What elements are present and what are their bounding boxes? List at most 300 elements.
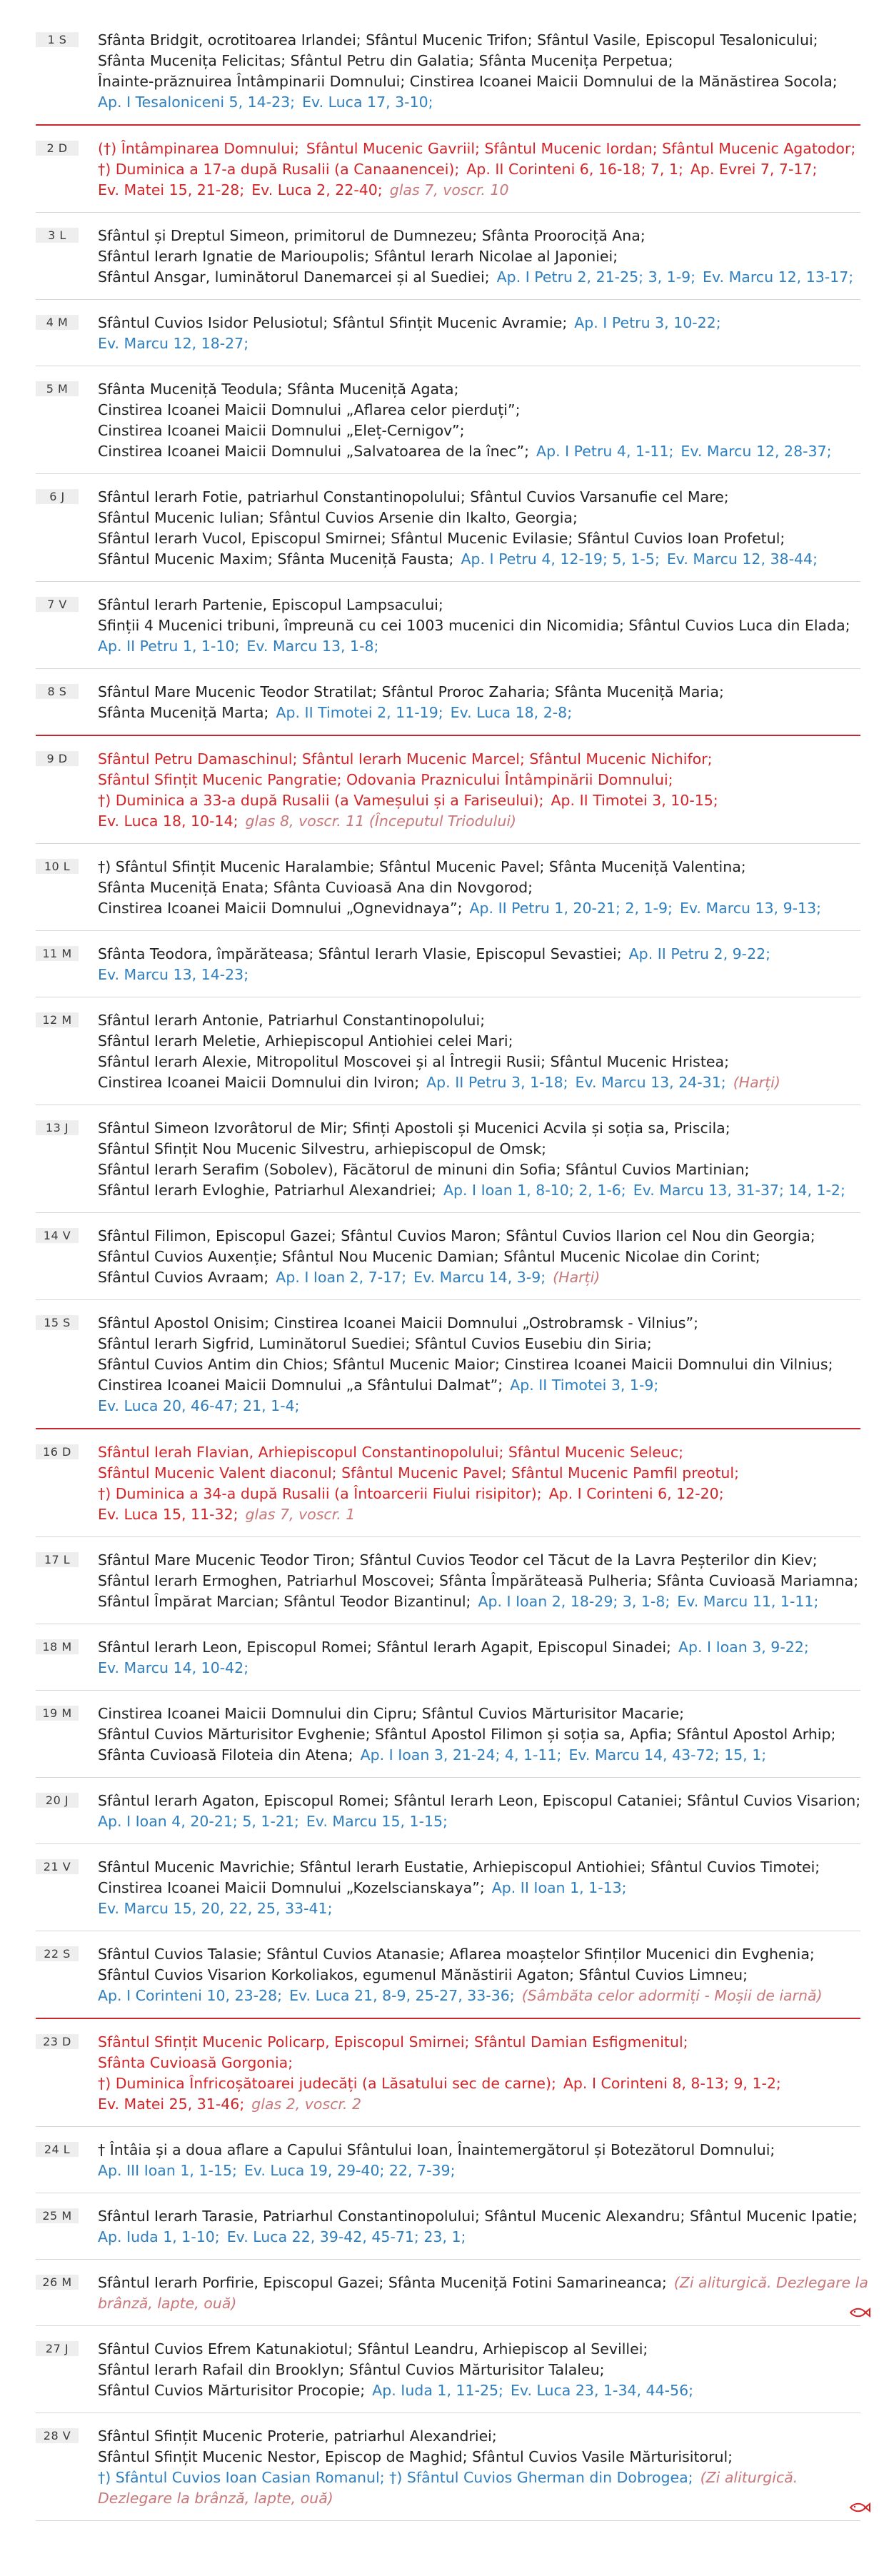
- scripture-reading-link[interactable]: Ev. Marcu 13, 14-23;: [98, 966, 249, 983]
- day-badge: 20 J: [36, 1793, 79, 1808]
- day-entries: [98, 379, 860, 462]
- entry-line: [98, 71, 860, 92]
- entry-line: [98, 2206, 860, 2227]
- day-badge: 4 M: [36, 315, 79, 330]
- day-entries: [98, 1313, 860, 1417]
- entry-line: [98, 811, 860, 832]
- feast-text: Sfântul Ierarh Evloghie, Patriarhul Alexandriei;: [98, 1182, 436, 1199]
- entry-line: [98, 313, 860, 333]
- feast-text: Sfântul Ierarh Rafail din Brooklyn; Sfântul Cuvios Mărturisitor Talaleu;: [98, 2361, 605, 2378]
- feast-text: Sfântul Simeon Izvorâtorul de Mir; Sfinți Apostoli și Mucenici Acvila și soția sa, Priscila;: [98, 1120, 730, 1137]
- scripture-reading-link[interactable]: Ev. Luca 20, 46-47; 21, 1-4;: [98, 1397, 300, 1414]
- entry-line: [98, 2488, 860, 2509]
- entry-line: [98, 226, 860, 246]
- scripture-reading-link[interactable]: Ev. Marcu 14, 10-42;: [98, 1659, 249, 1676]
- scripture-reading-link[interactable]: Ev. Luca 19, 29-40; 22, 7-39;: [243, 2162, 456, 2179]
- entry-line: [98, 898, 860, 919]
- feast-text: (†) Întâmpinarea Domnului;: [98, 140, 299, 157]
- scripture-reading-link[interactable]: Ap. I Ioan 3, 21-24; 4, 1-11;: [360, 1746, 562, 1764]
- day-entries: [98, 2426, 860, 2509]
- day-badge: 28 V: [36, 2428, 79, 2443]
- feast-text: Sfântul Ierarh Ermoghen, Patriarhul Moscovei; Sfânta Împărăteasă Pulheria; Sfânta Cuvioasă Mariamna;: [98, 1572, 859, 1589]
- feast-text: Sfânta Muceniță Marta;: [98, 704, 269, 721]
- feast-text: Sfânta Muceniță Enata; Sfânta Cuvioasă Ana din Novgorod;: [98, 879, 533, 896]
- entry-line: [98, 441, 860, 462]
- day-badge: 9 D: [36, 751, 79, 766]
- day-entries: [98, 1704, 860, 1766]
- day-entries: [98, 2032, 860, 2115]
- entry-line: [98, 1313, 860, 1334]
- day-row-14v: [36, 1213, 860, 1300]
- feast-text: Sfântul Petru Damaschinul; Sfântul Ierarh Mucenic Marcel; Sfântul Mucenic Nichifor;: [98, 750, 713, 768]
- day-badge: 21 V: [36, 1859, 79, 1874]
- feast-text: Sfântul Ierarh Meletie, Arhiepiscopul Antiohiei celei Mari;: [98, 1032, 513, 1050]
- scripture-reading-link[interactable]: Ap. II Timotei 3, 10-15;: [551, 792, 718, 809]
- day-badge: 7 V: [36, 597, 79, 612]
- entry-line: [98, 2447, 860, 2467]
- day-entries: [98, 2206, 860, 2248]
- entry-line: [98, 944, 860, 965]
- feast-text: Sfântul Mare Mucenic Teodor Stratilat; Sfântul Proroc Zaharia; Sfânta Muceniță Maria;: [98, 683, 724, 700]
- day-entries: [98, 1118, 860, 1201]
- day-row-7v: [36, 582, 860, 669]
- entry-line: [98, 508, 860, 528]
- entry-line: [98, 770, 860, 790]
- entry-line: [98, 615, 860, 636]
- day-badge: 17 L: [36, 1552, 79, 1567]
- entry-line: [98, 1658, 860, 1679]
- scripture-reading-link[interactable]: Ev. Marcu 13, 1-8;: [246, 638, 379, 655]
- feast-text: †) Duminica a 33-a după Rusalii (a Vameșului și a Fariseului);: [98, 792, 544, 809]
- scripture-reading-link[interactable]: Ap. I Corinteni 6, 12-20;: [548, 1485, 724, 1502]
- entry-line: [98, 1334, 860, 1354]
- feast-text: Sfântul Cuvios Talasie; Sfântul Cuvios Atanasie; Aflarea moaștelor Sfinților Mucenici din Evghenia;: [98, 1946, 815, 1963]
- day-row-6j: [36, 474, 860, 582]
- scripture-reading-link[interactable]: Ap. II Petru 3, 1-18;: [426, 1074, 568, 1091]
- scripture-reading-link[interactable]: Ev. Marcu 13, 31-37; 14, 1-2;: [633, 1182, 845, 1199]
- scripture-reading-link[interactable]: Ap. Iuda 1, 11-25;: [372, 2382, 503, 2399]
- entry-line: [98, 1010, 860, 1031]
- day-row-3l: [36, 213, 860, 300]
- liturgical-note: Dezlegare la brânză, lapte, ouă): [98, 2490, 333, 2507]
- entry-line: [98, 1704, 860, 1724]
- entry-line: [98, 2380, 860, 2401]
- feast-text: Sfântul Ierarh Vucol, Episcopul Smirnei; Sfântul Mucenic Evilasie; Sfântul Cuvios Ioan Profetul;: [98, 530, 785, 547]
- entry-line: [98, 1463, 860, 1484]
- entry-line: [98, 2360, 860, 2380]
- scripture-reading-link[interactable]: Ap. I Ioan 4, 20-21; 5, 1-21;: [98, 1813, 299, 1830]
- day-row-27j: [36, 2326, 860, 2413]
- day-row-24l: [36, 2127, 860, 2193]
- day-row-21v: [36, 1844, 860, 1931]
- liturgical-note: (Sâmbăta celor adormiți - Moșii de iarnă): [521, 1987, 823, 2004]
- entry-line: [98, 790, 860, 811]
- entry-line: [98, 180, 860, 201]
- liturgical-note: (Zi aliturgică. Dezlegare la: [673, 2274, 868, 2291]
- feast-text: Sfântul Sfințit Nou Mucenic Silvestru, arhiepiscopul de Omsk;: [98, 1140, 547, 1157]
- entry-line: [98, 1637, 860, 1658]
- scripture-reading-link[interactable]: Ev. Marcu 12, 18-27;: [98, 335, 249, 352]
- liturgical-note: (Harți): [733, 1074, 780, 1091]
- entry-line: [98, 246, 860, 267]
- day-badge: 8 S: [36, 684, 79, 699]
- scripture-reading-link[interactable]: Ev. Luca 2, 22-40;: [251, 181, 383, 198]
- day-badge: 2 D: [36, 141, 79, 156]
- liturgical-note: (Harți): [553, 1269, 601, 1286]
- day-row-13j: [36, 1105, 860, 1213]
- feast-text: Sfântul Ierarh Partenie, Episcopul Lampsacului;: [98, 596, 443, 613]
- day-entries: [98, 487, 860, 570]
- entry-line: [98, 2293, 868, 2314]
- feast-text: Sfântul Ierarh Leon, Episcopul Romei; Sfântul Ierarh Agapit, Episcopul Sinadei;: [98, 1639, 671, 1656]
- day-badge: 16 D: [36, 1444, 79, 1459]
- scripture-reading-link[interactable]: Ev. Luca 17, 3-10;: [302, 94, 433, 111]
- day-badge: 22 S: [36, 1946, 79, 1961]
- feast-text: Cinstirea Icoanei Maicii Domnului „a Sfântului Dalmat”;: [98, 1377, 503, 1394]
- liturgical-note: glas 7, voscr. 1: [245, 1506, 356, 1523]
- entry-line: [98, 1745, 860, 1766]
- day-entries: [98, 1226, 860, 1288]
- day-row-1s: [36, 13, 860, 125]
- day-entries: [98, 30, 860, 113]
- day-entries: [98, 1944, 860, 2006]
- scripture-reading-link[interactable]: Ev. Marcu 14, 43-72; 15, 1;: [568, 1746, 767, 1764]
- feast-text: Sfântul Ierarh Ignatie de Marioupolis; Sfântul Ierarh Nicolae al Japoniei;: [98, 248, 618, 265]
- entry-line: [98, 159, 860, 180]
- feast-text: Sfântul Cuvios Avraam;: [98, 1269, 269, 1286]
- day-row-10l: [36, 844, 860, 931]
- entry-line: [98, 1052, 860, 1072]
- day-entries: [98, 1442, 860, 1525]
- entry-line: [98, 1724, 860, 1745]
- scripture-reading-link[interactable]: Ev. Marcu 13, 24-31;: [575, 1074, 726, 1091]
- entry-line: [98, 2426, 860, 2447]
- liturgical-note: (Zi aliturgică.: [700, 2469, 798, 2486]
- feast-text: Sfântul Ansgar, luminătorul Danemarcei și al Suediei;: [98, 268, 490, 286]
- day-row-9d: [36, 735, 860, 844]
- scripture-reading-link[interactable]: Ap. Evrei 7, 7-17;: [690, 161, 818, 178]
- feast-text: Sfântul Ierarh Fotie, patriarhul Constantinopolului; Sfântul Cuvios Varsanufie cel Mare;: [98, 488, 729, 505]
- feast-text: Cinstirea Icoanei Maicii Domnului din Cipru; Sfântul Cuvios Mărturisitor Macarie;: [98, 1705, 685, 1722]
- feast-text: Înainte-prăznuirea Întâmpinarii Domnului; Cinstirea Icoanei Maicii Domnului de la Mănăstirea Socola;: [98, 73, 838, 90]
- day-row-17l: [36, 1537, 860, 1624]
- feast-text: Sfântul Împărat Marcian; Sfântul Teodor Bizantinul;: [98, 1593, 471, 1610]
- feast-text: Cinstirea Icoanei Maicii Domnului „Kozelscianskaya”;: [98, 1879, 485, 1896]
- entry-line: [98, 1031, 860, 1052]
- entry-line: [98, 2160, 860, 2181]
- entry-line: [98, 421, 860, 441]
- day-entries: [98, 682, 860, 723]
- entry-line: [98, 549, 860, 570]
- entry-line: [98, 1226, 860, 1247]
- day-row-18m: [36, 1624, 860, 1691]
- feast-text: Sfântul Cuvios Efrem Katunakiotul; Sfântul Leandru, Arhiepiscop al Sevillei;: [98, 2340, 648, 2358]
- scripture-reading-link[interactable]: Ap. I Tesaloniceni 5, 14-23;: [98, 94, 296, 111]
- day-badge: 11 M: [36, 946, 79, 961]
- scripture-reading-link[interactable]: Ap. I Petru 2, 21-25; 3, 1-9;: [496, 268, 696, 286]
- day-badge: 14 V: [36, 1228, 79, 1243]
- entry-line: [98, 2273, 868, 2293]
- feast-text: Sfântul Sfințit Mucenic Policarp, Episcopul Smirnei; Sfântul Damian Esfigmenitul;: [98, 2033, 688, 2051]
- entry-line: [98, 51, 860, 71]
- day-badge: 26 M: [36, 2275, 79, 2290]
- entry-line: [98, 703, 860, 723]
- entry-line: [98, 1139, 860, 1159]
- entry-line: [98, 2073, 860, 2094]
- feast-text: †) Duminica a 17-a după Rusalii (a Canaanencei);: [98, 161, 460, 178]
- feast-text: Sfântul Sfințit Mucenic Proterie, patriarhul Alexandriei;: [98, 2427, 497, 2445]
- day-row-8s: [36, 669, 860, 735]
- scripture-reading-link[interactable]: Ev. Marcu 12, 38-44;: [666, 550, 818, 568]
- feast-text: Sfântul Ierarh Tarasie, Patriarhul Constantinopolului; Sfântul Mucenic Alexandru; Sfântul Mucenic Ipatie;: [98, 2208, 858, 2225]
- entry-line: [98, 30, 860, 51]
- entry-line: [98, 2094, 860, 2115]
- day-badge: 27 J: [36, 2341, 79, 2356]
- feast-text: Sfântul Ierarh Serafim (Sobolev), Făcătorul de minuni din Sofia; Sfântul Cuvios Martinian;: [98, 1161, 750, 1178]
- feast-text: Sfântul Mucenic Valent diaconul; Sfântul Mucenic Pavel; Sfântul Mucenic Pamfil preotul;: [98, 1464, 739, 1481]
- entry-line: [98, 1504, 860, 1525]
- day-entries: [98, 1857, 860, 1919]
- entry-line: [98, 1791, 860, 1811]
- entry-line: [98, 139, 860, 159]
- entry-line: [98, 267, 860, 288]
- scripture-reading-link[interactable]: Ev. Luca 23, 1-34, 44-56;: [510, 2382, 694, 2399]
- day-row-20j: [36, 1778, 860, 1844]
- entry-line: [98, 1375, 860, 1396]
- feast-text: Sfântul Apostol Onisim; Cinstirea Icoanei Maicii Domnului „Ostrobramsk - Vilnius”;: [98, 1314, 698, 1332]
- entry-line: [98, 682, 860, 703]
- day-badge: 13 J: [36, 1120, 79, 1135]
- entry-line: [98, 2227, 860, 2248]
- entry-line: [98, 1811, 860, 1832]
- day-row-22s: [36, 1931, 860, 2018]
- feast-text: †) Duminica Înfricoșătoarei judecăți (a Lăsatului sec de carne);: [98, 2075, 556, 2092]
- day-entries: [98, 944, 860, 985]
- entry-line: [98, 333, 860, 354]
- entry-line: [98, 1944, 860, 1965]
- day-row-11m: [36, 931, 860, 997]
- feast-text: Sfântul Cuvios Auxenție; Sfântul Nou Mucenic Damian; Sfântul Mucenic Nicolae din Corint;: [98, 1248, 760, 1265]
- scripture-reading-link[interactable]: Ap. III Ioan 1, 1-15;: [98, 2162, 237, 2179]
- scripture-reading-link[interactable]: Ap. II Petru 1, 20-21; 2, 1-9;: [469, 900, 673, 917]
- feast-text: Sfântul Ierarh Antonie, Patriarhul Constantinopolului;: [98, 1012, 486, 1029]
- liturgical-note: glas 8, voscr. 11 (Începutul Triodului): [245, 812, 517, 830]
- feast-text: † Întâia și a doua aflare a Capului Sfântului Ioan, Înaintemergătorul și Botezătorul Domnului;: [98, 2141, 775, 2158]
- scripture-reading-link[interactable]: Ap. I Ioan 2, 7-17;: [276, 1269, 407, 1286]
- feast-text: Sfântul Cuvios Antim din Chios; Sfântul Mucenic Maior; Cinstirea Icoanei Maicii Domnului din Vilnius;: [98, 1356, 833, 1373]
- entry-line: [98, 92, 860, 113]
- entry-line: [98, 877, 860, 898]
- scripture-reading-link[interactable]: Ap. Iuda 1, 1-10;: [98, 2228, 220, 2245]
- day-badge: 25 M: [36, 2208, 79, 2223]
- scripture-reading-link[interactable]: Ap. I Corinteni 10, 23-28;: [98, 1987, 283, 2004]
- feast-text: Cinstirea Icoanei Maicii Domnului „Ognevidnaya”;: [98, 900, 463, 917]
- scripture-reading-link[interactable]: Ev. Marcu 13, 9-13;: [679, 900, 822, 917]
- entry-line: [98, 1986, 860, 2006]
- entry-line: [98, 749, 860, 770]
- entry-line: [98, 595, 860, 615]
- scripture-reading-link[interactable]: Ap. I Petru 4, 1-11;: [536, 443, 674, 460]
- feast-text: Cinstirea Icoanei Maicii Domnului din Iviron;: [98, 1074, 420, 1091]
- day-entries: [98, 857, 860, 919]
- day-entries: [98, 1010, 860, 1093]
- entry-line: [98, 487, 860, 508]
- day-row-25m: [36, 2193, 860, 2260]
- feast-text: Sfântul Mucenic Gavriil; Sfântul Mucenic Iordan; Sfântul Mucenic Agatodor;: [306, 140, 856, 157]
- entry-line: [98, 1396, 860, 1417]
- entry-line: [98, 1118, 860, 1139]
- day-entries: [98, 2140, 860, 2181]
- scripture-reading-link[interactable]: Ap. I Ioan 1, 8-10; 2, 1-6;: [443, 1182, 626, 1199]
- fish-icon: [849, 2502, 870, 2513]
- day-entries: [98, 749, 860, 832]
- entry-line: [98, 2467, 860, 2488]
- entry-line: [98, 1965, 860, 1986]
- entry-line: [98, 1571, 860, 1591]
- scripture-reading-link[interactable]: Ap. II Timotei 2, 11-19;: [276, 704, 443, 721]
- liturgical-note: brânză, lapte, ouă): [98, 2295, 237, 2312]
- scripture-reading-link[interactable]: Ev. Luca 15, 11-32;: [98, 1506, 238, 1523]
- scripture-reading-link[interactable]: Ev. Luca 18, 2-8;: [450, 704, 573, 721]
- feast-text: Sfântul Ierah Flavian, Arhiepiscopul Constantinopolului; Sfântul Mucenic Seleuc;: [98, 1444, 684, 1461]
- feast-text: Sfântul Cuvios Mărturisitor Procopie;: [98, 2382, 366, 2399]
- scripture-reading-link[interactable]: Ap. I Petru 3, 10-22;: [574, 314, 721, 331]
- feast-text: Sfântul Sfințit Mucenic Nestor, Episcop de Maghid; Sfântul Cuvios Vasile Mărturisitorul;: [98, 2448, 733, 2465]
- feast-text: Sfânta Mucenița Felicitas; Sfântul Petru din Galatia; Sfânta Mucenița Perpetua;: [98, 52, 673, 69]
- entry-line: [98, 857, 860, 877]
- feast-text: Cinstirea Icoanei Maicii Domnului „Eleț-Cernigov”;: [98, 422, 465, 439]
- entry-line: [98, 1591, 860, 1612]
- scripture-reading-link[interactable]: Ap. II Corinteni 6, 16-18; 7, 1;: [466, 161, 683, 178]
- feast-text: Sfântul Filimon, Episcopul Gazei; Sfântul Cuvios Maron; Sfântul Cuvios Ilarion cel Nou din Georgia;: [98, 1227, 815, 1244]
- day-badge: 6 J: [36, 489, 79, 504]
- day-badge: 3 L: [36, 228, 79, 243]
- scripture-reading-link[interactable]: Ev. Marcu 12, 13-17;: [703, 268, 854, 286]
- feast-text: †) Duminica a 34-a după Rusalii (a Întoarcerii Fiului risipitor);: [98, 1485, 542, 1502]
- scripture-reading-link[interactable]: Ev. Luca 18, 10-14;: [98, 812, 238, 830]
- entry-line: [98, 1072, 860, 1093]
- day-entries: [98, 1637, 860, 1679]
- day-row-12m: [36, 997, 860, 1105]
- feast-text: Sfinții 4 Mucenici tribuni, împreună cu cei 1003 mucenici din Nicomidia; Sfântul Cuvios Luca din Elada;: [98, 617, 850, 634]
- entry-line: [98, 1898, 860, 1919]
- day-row-16d: [36, 1428, 860, 1537]
- entry-line: [98, 1247, 860, 1267]
- scripture-reading-link[interactable]: Ev. Marcu 15, 20, 22, 25, 33-41;: [98, 1900, 333, 1917]
- entry-line: [98, 1159, 860, 1180]
- entry-line: [98, 1878, 860, 1898]
- liturgical-note: glas 7, voscr. 10: [389, 181, 509, 198]
- feast-text: Sfântul Ierarh Sigfrid, Luminătorul Suediei; Sfântul Cuvios Eusebiu din Siria;: [98, 1335, 652, 1352]
- day-badge: 18 M: [36, 1639, 79, 1654]
- feast-text: Sfântul Cuvios Visarion Korkoliakos, egumenul Mănăstirii Agaton; Sfântul Cuvios Limneu;: [98, 1966, 748, 1983]
- scripture-reading-link[interactable]: Ev. Matei 25, 31-46;: [98, 2095, 245, 2113]
- day-badge: 23 D: [36, 2034, 79, 2049]
- day-row-4m: [36, 300, 860, 366]
- scripture-reading-link[interactable]: Ap. I Ioan 3, 9-22;: [678, 1639, 809, 1656]
- scripture-reading-link[interactable]: Ap. I Petru 4, 12-19; 5, 1-5;: [461, 550, 660, 568]
- day-badge: 24 L: [36, 2142, 79, 2157]
- scripture-reading-link[interactable]: Ev. Luca 22, 39-42, 45-71; 23, 1;: [226, 2228, 466, 2245]
- entry-line: [98, 1857, 860, 1878]
- feast-text: Sfântul Mucenic Maxim; Sfânta Muceniță Fausta;: [98, 550, 454, 568]
- scripture-reading-link[interactable]: Ap. II Timotei 3, 1-9;: [510, 1377, 659, 1394]
- day-row-19m: [36, 1691, 860, 1778]
- day-badge: 15 S: [36, 1315, 79, 1330]
- day-entries: [98, 1550, 860, 1612]
- entry-line: [98, 528, 860, 549]
- entry-line: [98, 636, 860, 657]
- day-row-5m: [36, 366, 860, 474]
- scripture-reading-link[interactable]: Ap. I Corinteni 8, 8-13; 9, 1-2;: [563, 2075, 781, 2092]
- feast-text: †) Sfântul Cuvios Ioan Casian Romanul; †) Sfântul Cuvios Gherman din Dobrogea;: [98, 2469, 693, 2486]
- feast-text: Sfânta Cuvioasă Gorgonia;: [98, 2054, 293, 2071]
- scripture-reading-link[interactable]: Ev. Marcu 15, 1-15;: [306, 1813, 448, 1830]
- feast-text: Sfântul Ierarh Agaton, Episcopul Romei; Sfântul Ierarh Leon, Episcopul Cataniei; Sfântul Cuvios Visarion;: [98, 1792, 861, 1809]
- day-row-2d: [36, 124, 860, 213]
- day-entries: [98, 226, 860, 288]
- day-entries: [98, 2273, 868, 2314]
- entry-line: [98, 1484, 860, 1504]
- scripture-reading-link[interactable]: Ev. Marcu 12, 28-37;: [680, 443, 832, 460]
- day-entries: [98, 2339, 860, 2401]
- day-badge: 10 L: [36, 859, 79, 874]
- feast-text: Sfântul Mare Mucenic Teodor Tiron; Sfântul Cuvios Teodor cel Tăcut de la Lavra Peșterilor din Kiev;: [98, 1551, 818, 1569]
- feast-text: Sfântul Cuvios Isidor Pelusiotul; Sfântul Sfințit Mucenic Avramie;: [98, 314, 568, 331]
- entry-line: [98, 400, 860, 421]
- entry-line: [98, 2140, 860, 2160]
- entry-line: [98, 1550, 860, 1571]
- day-row-28v: [36, 2413, 860, 2521]
- entry-line: [98, 2339, 860, 2360]
- feast-text: Sfânta Muceniță Teodula; Sfânta Muceniță Agata;: [98, 381, 459, 398]
- entry-line: [98, 379, 860, 400]
- scripture-reading-link[interactable]: Ev. Marcu 14, 3-9;: [413, 1269, 546, 1286]
- day-row-15s: [36, 1300, 860, 1429]
- feast-text: Sfânta Bridgit, ocrotitoarea Irlandei; Sfântul Mucenic Trifon; Sfântul Vasile, Episcopul Tesalonicului;: [98, 31, 818, 49]
- feast-text: Sfântul Sfințit Mucenic Pangratie; Odovania Praznicului Întâmpinării Domnului;: [98, 771, 673, 788]
- feast-text: Sfântul Ierarh Porfirie, Episcopul Gazei; Sfânta Muceniță Fotini Samarineanca;: [98, 2274, 667, 2291]
- feast-text: Cinstirea Icoanei Maicii Domnului „Salvatoarea de la înec”;: [98, 443, 530, 460]
- scripture-reading-link[interactable]: Ap. II Ioan 1, 1-13;: [491, 1879, 627, 1896]
- feast-text: †) Sfântul Sfințit Mucenic Haralambie; Sfântul Mucenic Pavel; Sfânta Muceniță Valentina;: [98, 858, 746, 875]
- feast-text: Sfântul Mucenic Mavrichie; Sfântul Ierarh Eustatie, Arhiepiscopul Antiohiei; Sfântul Cuvios Timotei;: [98, 1858, 820, 1876]
- day-entries: [98, 1791, 860, 1832]
- scripture-reading-link[interactable]: Ap. II Petru 2, 9-22;: [628, 945, 771, 962]
- fish-icon: [849, 2307, 870, 2318]
- day-row-23d: [36, 2018, 860, 2127]
- feast-text: Sfântul și Dreptul Simeon, primitorul de Dumnezeu; Sfânta Proorociță Ana;: [98, 227, 646, 244]
- scripture-reading-link[interactable]: Ev. Matei 15, 21-28;: [98, 181, 245, 198]
- feast-text: Sfântul Cuvios Mărturisitor Evghenie; Sfântul Apostol Filimon și soția sa, Apfia; Sfântul Apostol Arhip;: [98, 1726, 836, 1743]
- entry-line: [98, 2053, 860, 2073]
- day-entries: [98, 313, 860, 354]
- scripture-reading-link[interactable]: Ap. II Petru 1, 1-10;: [98, 638, 240, 655]
- day-badge: 1 S: [36, 32, 79, 47]
- scripture-reading-link[interactable]: Ev. Marcu 11, 1-11;: [677, 1593, 819, 1610]
- entry-line: [98, 965, 860, 985]
- day-entries: [98, 595, 860, 657]
- entry-line: [98, 1267, 860, 1288]
- feast-text: Sfântul Ierarh Alexie, Mitropolitul Moscovei și al Întregii Rusii; Sfântul Mucenic Hristea;: [98, 1053, 729, 1070]
- day-row-26m: [36, 2260, 868, 2326]
- day-badge: 5 M: [36, 381, 79, 396]
- scripture-reading-link[interactable]: Ev. Luca 21, 8-9, 25-27, 33-36;: [289, 1987, 515, 2004]
- feast-text: Sfânta Cuvioasă Filoteia din Atena;: [98, 1746, 353, 1764]
- scripture-reading-link[interactable]: Ap. I Ioan 2, 18-29; 3, 1-8;: [478, 1593, 670, 1610]
- day-entries: [98, 139, 860, 201]
- feast-text: Sfânta Teodora, împărăteasa; Sfântul Ierarh Vlasie, Episcopul Sevastiei;: [98, 945, 622, 962]
